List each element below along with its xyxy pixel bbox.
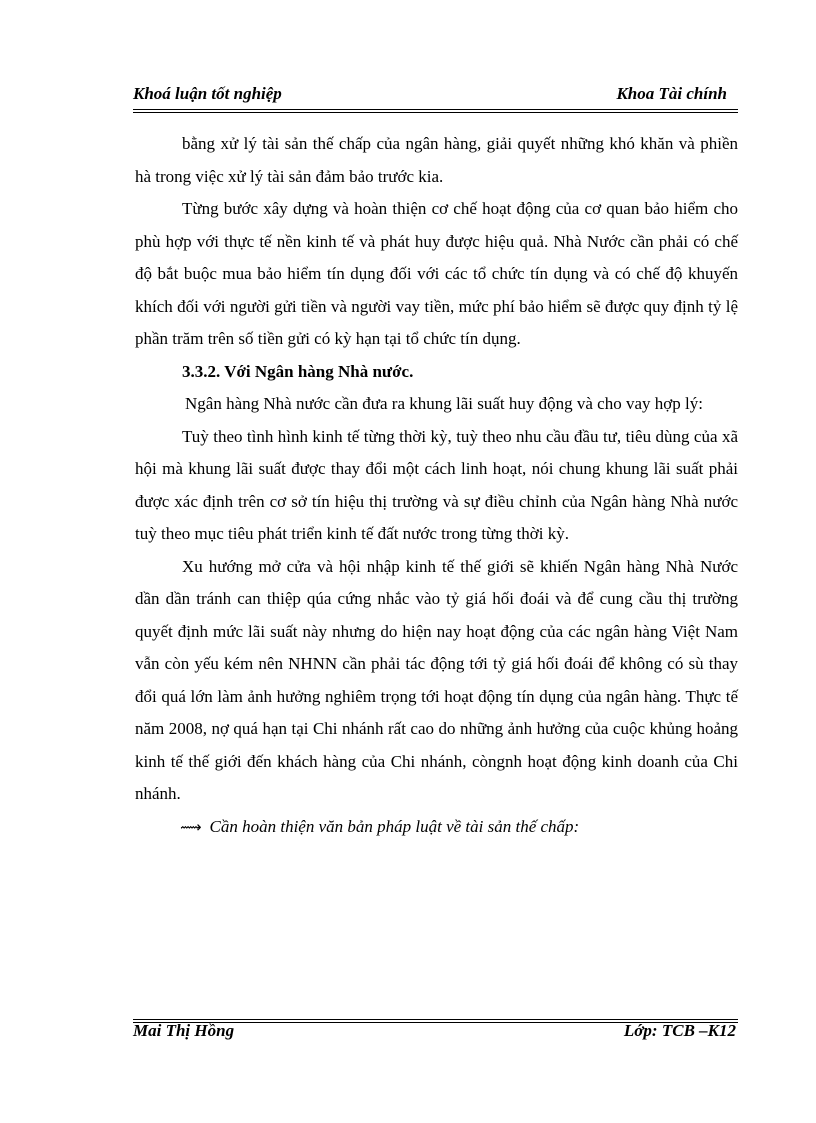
document-body	[135, 128, 738, 843]
footer-author: Mai Thị Hồng	[133, 1021, 235, 1040]
page-header	[133, 84, 737, 106]
section-heading: 3.3.2. Với Ngân hàng Nhà nước.	[182, 361, 414, 381]
page-footer	[133, 1021, 738, 1043]
header-thesis-title: Khoá luận tốt nghiệp	[133, 84, 282, 103]
footer-class: Lớp: TCB –K12	[623, 1021, 736, 1040]
paragraph-interest-frame: Ngân hàng Nhà nước cần đưa ra khung lãi suất huy động và cho vay hợp lý:	[185, 394, 703, 413]
bullet-text: Cần hoàn thiện văn bản pháp luật về tài sản thế chấp:	[209, 816, 580, 836]
paragraph-exchange-rate: Xu hướng mở cửa và hội nhập kinh tế thế giới sẽ khiến Ngân hàng Nhà Nước dần dần tránh can thiệp qúa cứng nhắc vào tỷ giá hối đoái và để cung cầu thị trường quyết định mức lãi suất này nhưng do hiện nay hoạt động của các ngân hàng Việt Nam vẫn còn yếu kém nên NHNN cần phải tác động tới tỷ giá hối đoái để không có sù thay đổi quá lớn làm ảnh hưởng nghiêm trọng tới hoạt động tín dụng của ngân hàng. Thực tế năm 2008, nợ quá hạn tại Chi nhánh rất cao do những ảnh hưởng của cuộc khủng hoảng kinh tế thế giới đến khách hàng của Chi nhánh, còngnh hoạt động kinh doanh của Chi nhánh.	[135, 556, 738, 803]
header-divider	[133, 109, 738, 113]
paragraph-collateral: bằng xử lý tài sản thế chấp của ngân hàng, giải quyết những khó khăn và phiền hà trong việc xử lý tài sản đảm bảo trước kia.	[135, 134, 738, 186]
header-faculty: Khoa Tài chính	[616, 84, 727, 103]
bullet-item	[135, 811, 738, 844]
paragraph-insurance: Từng bước xây dựng và hoàn thiện cơ chế hoạt động của cơ quan bảo hiểm cho phù hợp với thực tế nền kinh tế và phát huy được hiệu quả. Nhà Nước cần phải có chế độ bắt buộc mua bảo hiểm tín dụng đối với các tổ chức tín dụng và có chế độ khuyến khích đối với người gửi tiền và người vay tiền, mức phí bảo hiểm sẽ được quy định tỷ lệ phần trăm trên số tiền gửi có kỳ hạn tại tổ chức tín dụng.	[135, 199, 738, 348]
bullet-icon: ⟿	[180, 817, 202, 836]
paragraph-flexible-rates: Tuỳ theo tình hình kinh tế từng thời kỳ, tuỳ theo nhu cầu đầu tư, tiêu dùng của xã hội mà khung lãi suất được thay đổi một cách linh hoạt, nói chung khung lãi suất phải được xác định trên cơ sở tín hiệu thị trường và sự điều chỉnh của Ngân hàng Nhà nước tuỳ theo mục tiêu phát triển kinh tế đất nước trong từng thời kỳ.	[135, 426, 738, 543]
